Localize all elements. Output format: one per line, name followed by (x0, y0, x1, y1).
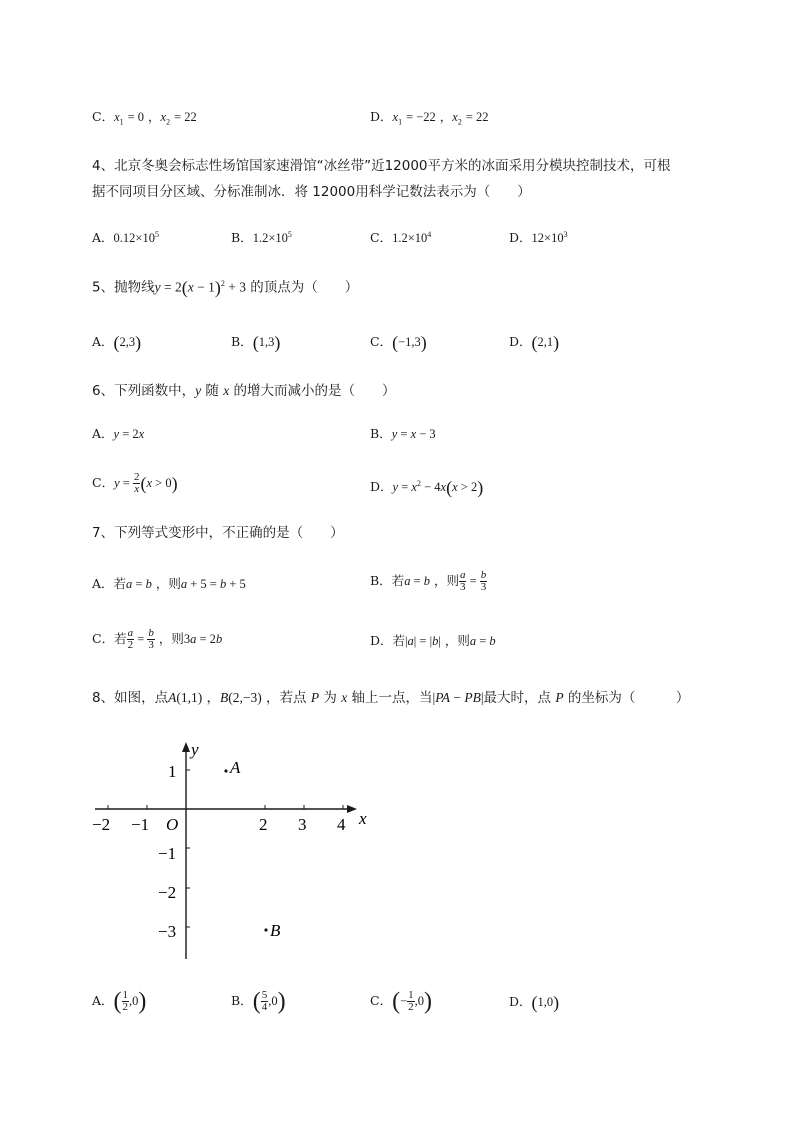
x-tick-label: 3 (298, 815, 307, 834)
q5-stem: 5、抛物线$y = 2(x - 1)^2 + 3$ 的顶点为（ ） (92, 277, 359, 298)
y-tick-label: −1 (158, 844, 177, 863)
x-tick-label: 2 (259, 815, 268, 834)
q4-stem-line1: 4、北京冬奥会标志性场馆国家速滑馆“冰丝带”近12000平方米的冰面采用分模块控制技术，可根 (92, 158, 671, 174)
q3-option-c: C．$x_1 = 0$ ，$x_2 = 22$ (92, 109, 197, 127)
q6-option-c: C．y = $\frac{2}{x}$ (x > 0) (92, 471, 178, 495)
q7-option-a: A．若a = b ，则a + 5 = b + 5 (92, 576, 246, 591)
y-axis-arrow (182, 742, 190, 752)
q5-option-d: D．(2,1) (509, 332, 560, 353)
q6-option-a: A．y = 2x (92, 426, 145, 441)
x-tick-label: −1 (131, 815, 150, 834)
q3-option-d: D．$x_1 = -22$ ，$x_2 = 22$ (370, 109, 489, 127)
point-a-dot (224, 769, 227, 772)
q5-option-a: A．(2,3) (92, 332, 142, 353)
q7-option-b: B．若a = b ，则 $\frac{a}{3}$ = $\frac{b}{3}$ (370, 569, 487, 593)
q8-option-b: B．( $\frac{5}{4}$ ,0) (231, 988, 286, 1015)
q5-option-c: C．(−1,3) (370, 332, 427, 353)
y-axis-label: y (191, 740, 199, 759)
q6-option-b: B．y = x − 3 (370, 426, 436, 441)
q6-option-d: D．$y = x^2 - 4x(x > 2)$ (370, 477, 484, 498)
q7-stem: 7、下列等式变形中，不正确的是（ ） (92, 525, 344, 541)
x-tick-label: −2 (92, 815, 111, 834)
q8-option-d: D．(1,0) (509, 992, 560, 1013)
x-tick-label: 4 (337, 815, 346, 834)
point-b-label: B (270, 921, 281, 940)
q4-option-c: C．$1.2\times 10^4$ (370, 230, 432, 246)
q7-option-c: C．若 $\frac{a}{2}$ = $\frac{b}{3}$ ，则3a = 2b (92, 627, 223, 651)
origin-label: O (166, 815, 179, 834)
q5-option-b: B．(1,3) (231, 332, 281, 353)
point-b-dot (264, 928, 267, 931)
point-a-label: A (230, 758, 241, 777)
q7-option-d: D．若|a| = |b| ，则a = b (370, 633, 496, 648)
q8-option-a: A．( $\frac{1}{2}$ ,0) (92, 988, 147, 1015)
q6-stem: 6、下列函数中，y 随 x 的增大而减小的是（ ） (92, 383, 396, 399)
q8-stem: 8、如图，点A(1,1) ，B(2,−3) ，若点 P 为 x 轴上一点，当|PA − PB|最大时，点 P 的坐标为（ ） (92, 690, 690, 706)
x-axis-label: x (359, 809, 367, 828)
q4-option-a: A．$0.12\times 10^5$ (92, 230, 159, 246)
y-tick-label: 1 (168, 762, 177, 781)
x-axis-arrow (347, 805, 357, 813)
y-tick-label: −2 (158, 883, 177, 902)
y-tick-label: −3 (158, 922, 177, 941)
q8-option-c: C．(− $\frac{1}{2}$ ,0) (370, 988, 433, 1015)
coordinate-figure (85, 735, 385, 965)
q4-option-d: D．$12\times 10^3$ (509, 230, 568, 246)
q4-option-b: B．$1.2\times 10^5$ (231, 230, 292, 246)
q4-stem-line2: 据不同项目分区域、分标准制冰．将 12000用科学记数法表示为（ ） (92, 184, 531, 200)
